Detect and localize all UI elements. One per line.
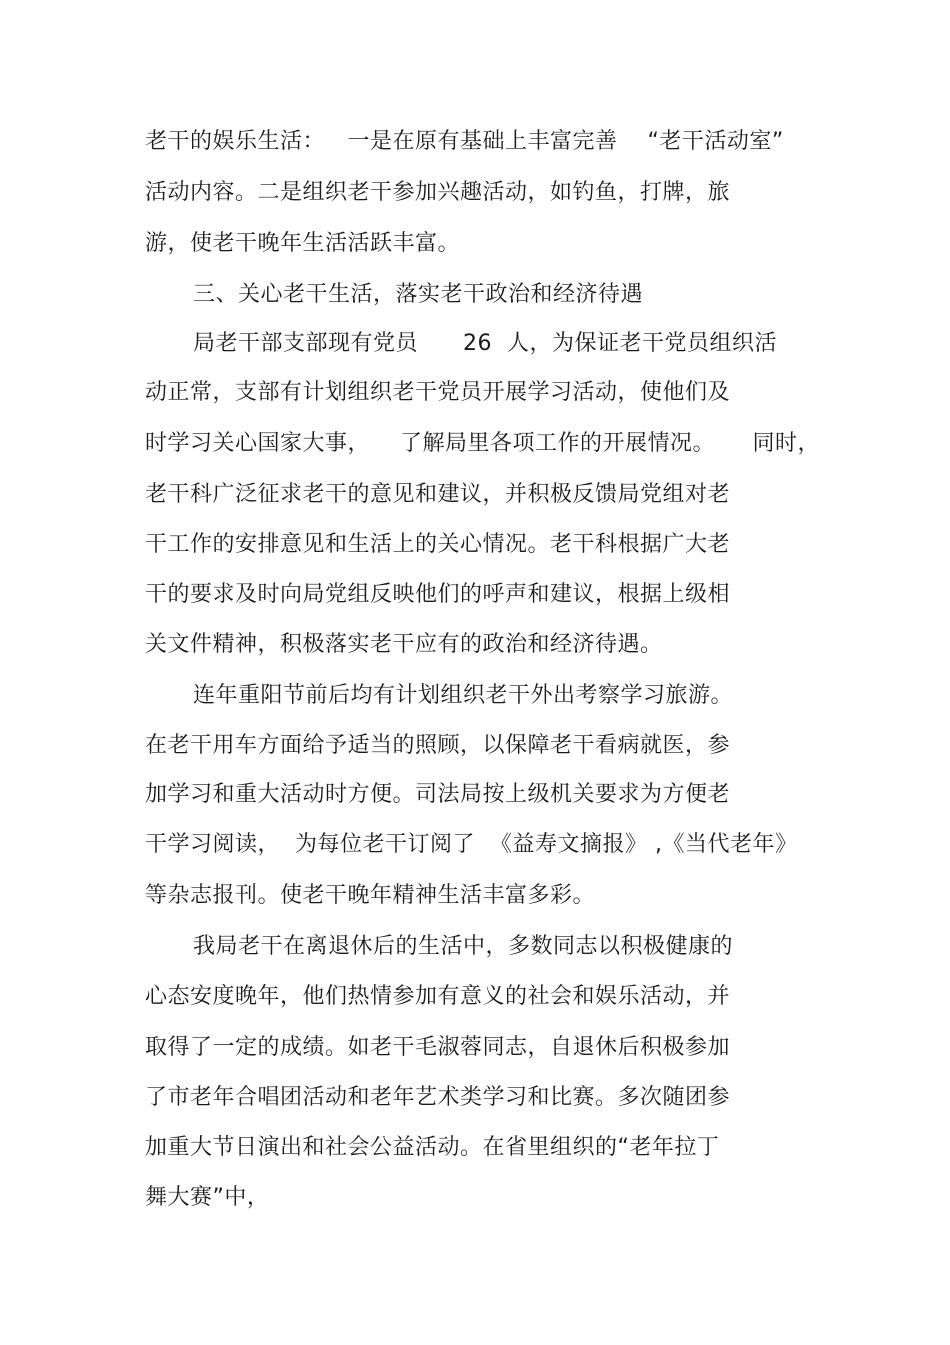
- text-line: 加学习和重大活动时方便。司法局按上级机关要求为方便老: [145, 782, 731, 807]
- text-line: 游，使老干晚年生活活跃丰富。: [145, 231, 461, 256]
- text-line: 干工作的安排意见和生活上的关心情况。老干科根据广大老: [145, 532, 731, 557]
- text-line: 我局老干在离退休后的生活中，多数同志以积极健康的: [193, 934, 734, 959]
- text-line: 时学习关心国家大事， 了解局里各项工作的开展情况。 同时，: [145, 431, 820, 456]
- text-line: 了市老年合唱团活动和老年艺术类学习和比赛。多次随团参: [145, 1085, 731, 1110]
- text-line: 活动内容。二是组织老干参加兴趣活动，如钓鱼，打牌，旅: [145, 180, 731, 205]
- section-heading: 三、关心老干生活，落实老干政治和经济待遇: [193, 282, 644, 307]
- text-line: 等杂志报刊。使老干晚年精神生活丰富多彩。: [145, 883, 596, 908]
- text-line: 干学习阅读， 为每位老干订阅了 《益寿文摘报》 ,《当代老年》: [145, 832, 798, 857]
- text-line: 取得了一定的成绩。如老干毛淑蓉同志，自退休后积极参加: [145, 1035, 731, 1060]
- text-line: 舞大赛”中，: [145, 1185, 270, 1210]
- text-line: 局老干部支部现有党员 26 人，为保证老干党员组织活: [193, 331, 777, 356]
- text-line: 加重大节日演出和社会公益活动。在省里组织的“老年拉丁: [145, 1135, 720, 1160]
- text-line: 心态安度晚年，他们热情参加有意义的社会和娱乐活动，并: [145, 984, 731, 1009]
- text-line: 老干科广泛征求老干的意见和建议，并积极反馈局党组对老: [145, 482, 731, 507]
- text-line: 关文件精神，积极落实老干应有的政治和经济待遇。: [145, 632, 663, 657]
- text-line: 动正常，支部有计划组织老干党员开展学习活动，使他们及: [145, 380, 731, 405]
- text-line: 连年重阳节前后均有计划组织老干外出考察学习旅游。: [193, 683, 734, 708]
- text-line: 干的要求及时向局党组反映他们的呼声和建议，根据上级相: [145, 582, 731, 607]
- text-line: 在老干用车方面给予适当的照顾，以保障老干看病就医，参: [145, 733, 731, 758]
- text-line: 老干的娱乐生活： 一是在原有基础上丰富完善 “老干活动室”: [145, 129, 784, 154]
